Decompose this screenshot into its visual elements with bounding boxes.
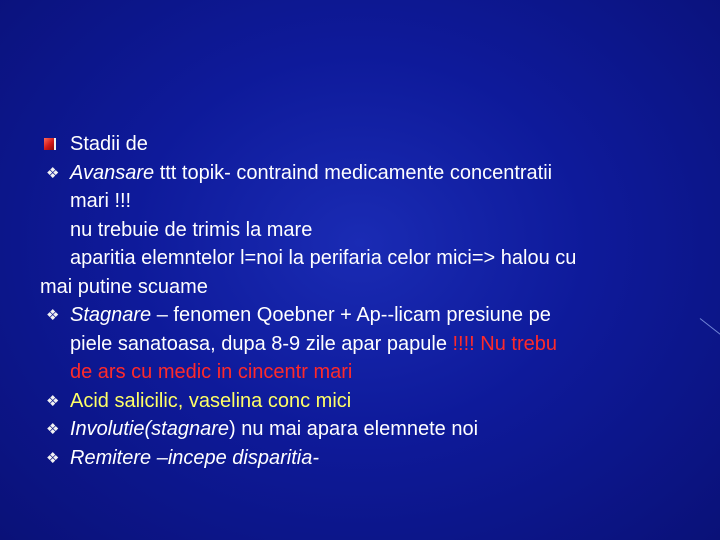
line-text: piele sanatoasa, dupa 8-9 zile apar papule [70, 332, 453, 355]
diamond-bullet-icon: ❖ [46, 163, 60, 182]
diamond-bullet-icon: ❖ [46, 306, 60, 324]
line-text: mari !!! [70, 190, 132, 212]
bullet-line-avansare [44, 159, 704, 188]
warning-text: !!!! Nu trebu [452, 332, 557, 355]
line-text: nu trebuie de trimis la mare [70, 218, 313, 241]
line-text: mai putine scuame [40, 275, 208, 298]
bullet-line-stagnare [44, 301, 704, 330]
diamond-bullet-icon: ❖ [46, 448, 60, 467]
term-stagnare: Stagnare [70, 304, 152, 326]
warning-text: de ars cu medic in cincentr mari [70, 361, 353, 383]
term-avansare: Avansare [70, 161, 155, 184]
line-text: – fenomen Qoebner + Ap--licam presiune pe [151, 304, 551, 326]
bullet-line-remitere [44, 444, 704, 473]
continuation-line [44, 187, 704, 216]
diamond-bullet-icon: ❖ [46, 420, 60, 438]
bullet-line-involutie [44, 415, 704, 444]
bullet-line-stadii [44, 130, 704, 159]
term-remitere: Remitere –incepe disparitia- [70, 446, 320, 469]
line-text: Stadii de [70, 133, 148, 155]
continuation-line [44, 244, 704, 273]
line-text: Acid salicilic, vaselina conc mici [70, 389, 352, 412]
line-text: aparitia elemntelor l=noi la perifaria celor mici=> halou cu [70, 247, 577, 269]
line-text: ) nu mai apara elemnete noi [229, 418, 479, 440]
continuation-line [44, 358, 704, 387]
diamond-bullet-icon: ❖ [46, 391, 60, 410]
bullet-line-acid [44, 387, 704, 416]
continuation-line [40, 273, 704, 302]
line-text: ttt topik- contraind medicamente concentratii [154, 161, 553, 184]
term-involutie: Involutie( [70, 418, 152, 440]
continuation-line [44, 216, 704, 245]
slide-body [40, 130, 704, 472]
red-square-bullet-icon [44, 138, 56, 150]
term-stagnare: stagnare [151, 418, 229, 440]
continuation-line [44, 330, 704, 359]
